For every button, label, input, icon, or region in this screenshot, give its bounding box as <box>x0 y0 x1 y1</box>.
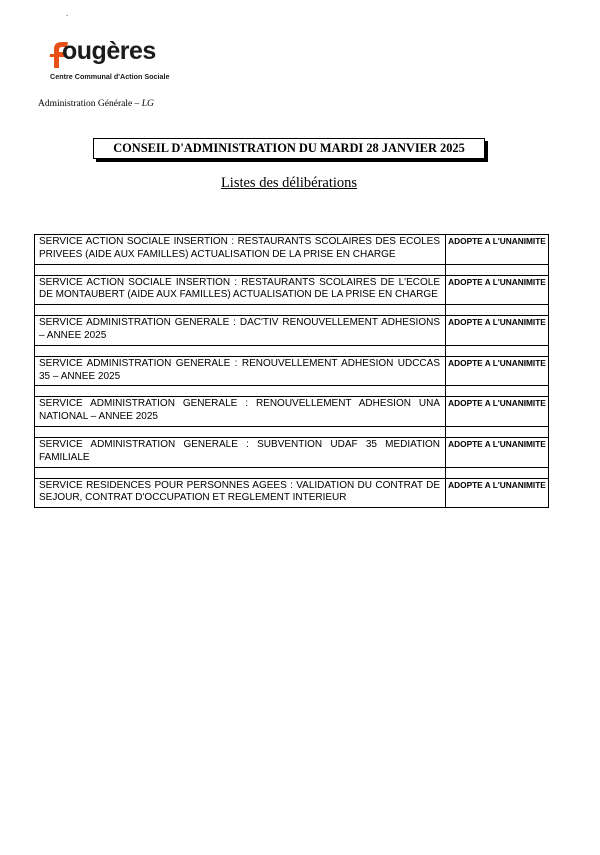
deliberation-subject: SERVICE ACTION SOCIALE INSERTION : RESTAURANTS SCOLAIRES DES ECOLES PRIVEES (AIDE AUX FAMILLES) ACTUALISATION DE LA PRISE EN CHARGE <box>35 235 446 265</box>
deliberation-decision: ADOPTE A L'UNANIMITE <box>446 235 549 265</box>
deliberation-subject: SERVICE ADMINISTRATION GENERALE : RENOUVELLEMENT ADHESION UNA NATIONAL – ANNEE 2025 <box>35 397 446 427</box>
table-row <box>35 235 549 265</box>
department-line <box>38 99 154 109</box>
deliberation-decision: ADOPTE A L'UNANIMITE <box>446 356 549 386</box>
document-subtitle: Listes des délibérations <box>220 175 358 191</box>
fougeres-logo <box>48 36 198 86</box>
spacer-row <box>35 386 549 397</box>
table-row <box>35 356 549 386</box>
logo-wordmark: ougères <box>62 37 156 65</box>
table-row <box>35 316 549 346</box>
spacer-row <box>35 264 549 275</box>
page-mark: . <box>66 9 69 18</box>
spacer-row <box>35 467 549 478</box>
document-title-box <box>93 138 485 159</box>
spacer-row <box>35 426 549 437</box>
deliberation-subject: SERVICE ADMINISTRATION GENERALE : DAC'TIV RENOUVELLEMENT ADHESIONS – ANNEE 2025 <box>35 316 446 346</box>
table-row <box>35 478 549 508</box>
table-row <box>35 437 549 467</box>
logo-subtitle: Centre Communal d'Action Sociale <box>50 72 170 81</box>
department-label: Administration Générale – <box>38 99 142 109</box>
deliberation-subject: SERVICE ADMINISTRATION GENERALE : SUBVENTION UDAF 35 MEDIATION FAMILIALE <box>35 437 446 467</box>
deliberation-decision: ADOPTE A L'UNANIMITE <box>446 316 549 346</box>
deliberation-subject: SERVICE ACTION SOCIALE INSERTION : RESTAURANTS SCOLAIRES DE L'ECOLE DE MONTAUBERT (AIDE AUX FAMILLES) ACTUALISATION DE LA PRISE EN CHARGE <box>35 275 446 305</box>
deliberation-decision: ADOPTE A L'UNANIMITE <box>446 437 549 467</box>
table-row <box>35 397 549 427</box>
author-initials: LG <box>141 99 154 109</box>
spacer-row <box>35 305 549 316</box>
spacer-row <box>35 345 549 356</box>
deliberations-table <box>34 234 549 508</box>
deliberation-decision: ADOPTE A L'UNANIMITE <box>446 397 549 427</box>
deliberation-subject: SERVICE RESIDENCES POUR PERSONNES AGEES : VALIDATION DU CONTRAT DE SEJOUR, CONTRAT D'OCCUPATION ET REGLEMENT INTERIEUR <box>35 478 446 508</box>
deliberation-decision: ADOPTE A L'UNANIMITE <box>446 478 549 508</box>
document-title: CONSEIL D'ADMINISTRATION DU MARDI 28 JANVIER 2025 <box>113 141 465 155</box>
deliberation-decision: ADOPTE A L'UNANIMITE <box>446 275 549 305</box>
table-row <box>35 275 549 305</box>
deliberation-subject: SERVICE ADMINISTRATION GENERALE : RENOUVELLEMENT ADHESION UDCCAS 35 – ANNEE 2025 <box>35 356 446 386</box>
